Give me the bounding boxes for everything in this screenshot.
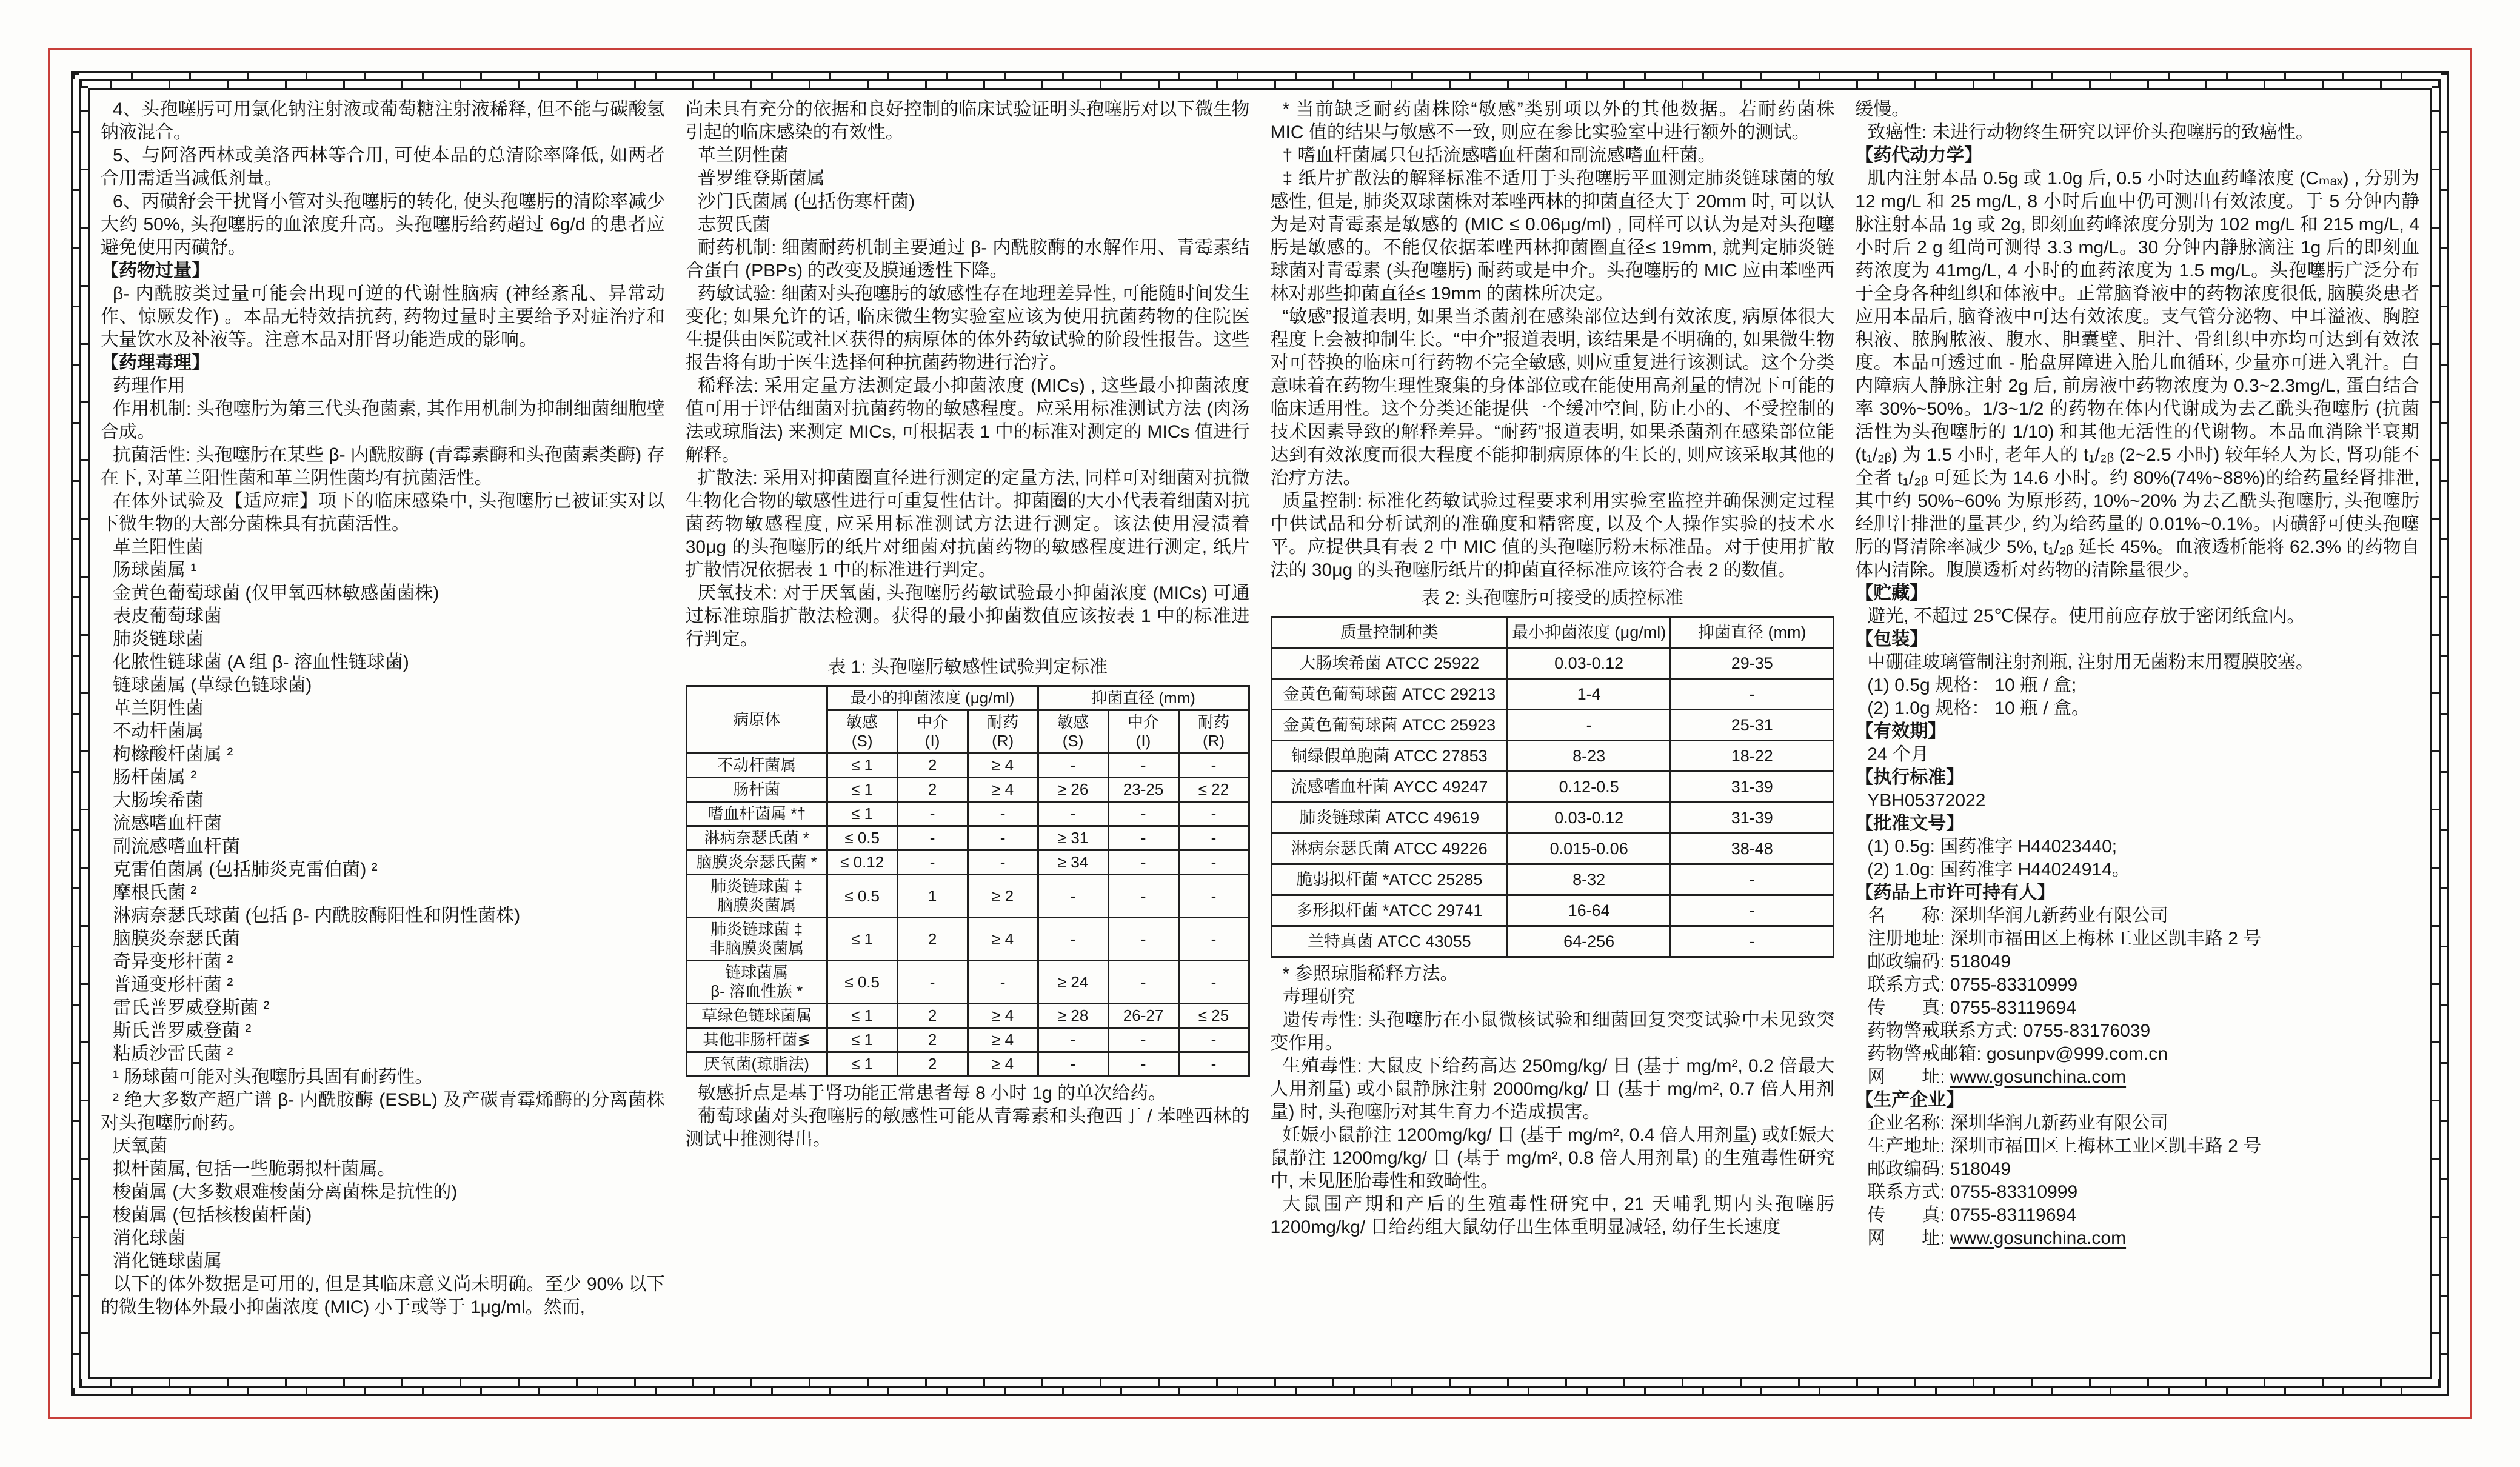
table-cell: ≤ 22 [1178, 778, 1249, 802]
table-cell: - [1508, 710, 1671, 741]
table-header-row [1271, 617, 1834, 648]
paragraph: 致癌性: 未进行动物终生研究以评价头孢噻肟的致癌性。 [1867, 122, 2314, 142]
table-row [686, 802, 1249, 826]
table-cell: 2 [897, 1004, 968, 1028]
column-subheader: 耐药 (R) [968, 710, 1038, 754]
table-cell: 25-31 [1671, 710, 1834, 741]
table-row [1271, 679, 1834, 710]
paragraph: 枸橼酸杆菌属 ² [113, 744, 233, 764]
table-row [686, 875, 1249, 918]
paragraph: (2) 1.0g 规格： 10 瓶 / 盒。 [1867, 698, 2090, 718]
table-cell: - [897, 826, 968, 850]
paragraph: (1) 0.5g: 国药准字 H44023440; [1867, 837, 2117, 857]
table-cell: 23-25 [1108, 778, 1178, 802]
paragraph: “敏感”报道表明, 如果当杀菌剂在感染部位达到有效浓度, 病原体很大程度上会被抑制生长。“中介”报道表明, 该结果是不明确的, 如果微生物对可替换的临床可行药物不完全敏感, 则应重复进行该测试。这个分类意味着在药物生理性聚集的身体部位或在能使用高剂量的情况下可能的临床适用性。这个分类还能提供一个缓冲空间, 防止小的、不受控制的技术因素导致的解释差异。“耐药”报道表明, 如果杀菌剂在感染部位能达到有效浓度而很大程度不能抑制病原体的生长的, 则应该采取其他的治疗方法。 [1270, 307, 1835, 488]
paragraph: YBH05372022 [1867, 790, 1986, 810]
table-cell: - [1108, 961, 1178, 1004]
website-url: www.gosunchina.com [1950, 1228, 2127, 1248]
table-cell: - [1108, 1052, 1178, 1077]
table-cell: 31-39 [1671, 803, 1834, 834]
section-heading: 【有效期】 [1855, 721, 1947, 741]
table-cell: - [1178, 918, 1249, 961]
table-cell: ≥ 26 [1038, 778, 1108, 802]
table-row [1271, 803, 1834, 834]
paragraph: 脑膜炎奈瑟氏菌 [113, 929, 240, 949]
column-1 [101, 98, 665, 1369]
paragraph: 金黄色葡萄球菌 (仅甲氧西林敏感菌菌株) [113, 583, 439, 603]
paragraph: 注册地址: 深圳市福田区上梅林工业区凯丰路 2 号 [1867, 929, 2262, 949]
paragraph: 耐药机制: 细菌耐药机制主要通过 β- 内酰胺酶的水解作用、青霉素结合蛋白 (PBPs) 的改变及膜通透性下降。 [685, 238, 1250, 281]
paragraph: 在体外试验及【适应症】项下的临床感染中, 头孢噻肟已被证实对以下微生物的大部分菌株具有抗菌活性。 [101, 491, 665, 534]
section-heading: 【药品上市许可持有人】 [1855, 883, 2056, 903]
paragraph: 化脓性链球菌 (A 组 β- 溶血性链球菌) [113, 652, 409, 672]
table-row [1271, 926, 1834, 957]
paragraph: 流感嗜血杆菌 [113, 814, 222, 834]
paragraph: 药敏试验: 细菌对头孢噻肟的敏感性存在地理差异性, 可能随时间发生变化; 如果允许的话, 临床微生物实验室应该为使用抗菌药物的住院医生提供由医院或社区获得的病原体的体外药敏试验的阶段性报告。这些报告将有助于医生选择何种抗菌药物进行治疗。 [685, 284, 1250, 373]
table-cell: ≤ 1 [827, 754, 897, 778]
paragraph: 淋病奈瑟氏球菌 (包括 β- 内酰胺酶阳性和阴性菌株) [113, 906, 521, 926]
column-header: 最小抑菌浓度 (μg/ml) [1508, 617, 1671, 648]
paragraph: 革兰阳性菌 [113, 537, 204, 557]
table-cell: 38-48 [1671, 834, 1834, 864]
column-header: 抑菌直径 (mm) [1671, 617, 1834, 648]
section-heading: 【批准文号】 [1855, 814, 1965, 834]
table-cell: 2 [897, 1028, 968, 1052]
paragraph: 传 真: 0755-83119694 [1867, 998, 2076, 1018]
table-cell: 8-32 [1508, 864, 1671, 895]
section-heading: 【药物过量】 [101, 261, 210, 281]
table-cell: - [1108, 850, 1178, 875]
paragraph: 邮政编码: 518049 [1867, 1159, 2011, 1179]
paragraph: 24 个月 [1867, 744, 1929, 764]
table-cell: 64-256 [1508, 926, 1671, 957]
paragraph: 5、与阿洛西林或美洛西林等合用, 可使本品的总清除率降低, 如两者合用需适当减低剂量。 [101, 145, 665, 189]
table-cell: - [1178, 826, 1249, 850]
table-cell: ≤ 1 [827, 778, 897, 802]
paragraph: 质量控制: 标准化药敏试验过程要求利用实验室监控并确保测定过程中供试品和分析试剂的准确度和精密度, 以及个人操作实验的技术水平。应提供具有表 2 中 MIC 值的头孢噻肟粉末标准品。对于使用扩散法的 30μg 的头孢噻肟纸片的抑菌直径标准应该符合表 2 的数值。 [1270, 491, 1835, 580]
column-header-mic-group: 最小的抑菌浓度 (μg/ml) [827, 686, 1038, 710]
brick-frame-outer [71, 71, 2449, 1396]
paragraph: 沙门氏菌属 (包括伤寒杆菌) [697, 192, 915, 212]
paragraph: 拟杆菌属, 包括一些脆弱拟杆菌属。 [113, 1159, 396, 1179]
document-body [90, 90, 2430, 1377]
table-cell: 8-23 [1508, 741, 1671, 772]
column-3 [1271, 98, 1835, 1369]
paragraph: 4、头孢噻肟可用氯化钠注射液或葡萄糖注射液稀释, 但不能与碳酸氢钠液混合。 [101, 99, 665, 142]
paragraph: 药物警戒邮箱: gosunpv@999.com.cn [1867, 1044, 2168, 1064]
paragraph: 不动杆菌属 [113, 721, 204, 741]
table-cell: 1-4 [1508, 679, 1671, 710]
table-cell: 兰特真菌 ATCC 43055 [1271, 926, 1508, 957]
table-cell-pathogen: 草绿色链球菌属 [686, 1004, 827, 1028]
table-row [686, 918, 1249, 961]
paragraph: 志贺氏菌 [697, 215, 770, 235]
section-heading: 【贮藏】 [1855, 583, 1928, 603]
frame-tick-pattern [81, 81, 2439, 88]
column-header-pathogen: 病原体 [686, 686, 827, 754]
table-cell: ≤ 1 [827, 918, 897, 961]
paragraph: 扩散法: 采用对抑菌圈直径进行测定的定量方法, 同样可对细菌对抗微生物化合物的敏感性进行可重复性估计。抑菌圈的大小代表着细菌对抗菌药物敏感程度, 应采用标准测试方法进行测定。该法使用浸渍着 30μg 的头孢噻肟的纸片对细菌对抗菌药物的敏感程度进行测定, 纸片扩散情况依据表 1 中的标准进行判定。 [685, 468, 1250, 580]
table-cell: ≤ 25 [1178, 1004, 1249, 1028]
paragraph: 肠球菌属 ¹ [113, 560, 197, 580]
table-row [686, 1004, 1249, 1028]
paragraph: 遗传毒性: 头孢噻肟在小鼠微核试验和细菌回复突变试验中未见致突变作用。 [1270, 1010, 1835, 1053]
paragraph: 大肠埃希菌 [113, 790, 204, 810]
column-4 [1855, 98, 2419, 1369]
susceptibility-criteria-table [686, 685, 1250, 1077]
table-title: 表 1: 头孢噻肟敏感性试验判定标准 [827, 657, 1108, 677]
paragraph: 厌氧菌 [113, 1136, 167, 1156]
paragraph: 生殖毒性: 大鼠皮下给药高达 250mg/kg/ 日 (基于 mg/m², 0.2 倍最大人用剂量) 或小鼠静脉注射 2000mg/kg/ 日 (基于 mg/m², 0.7 倍人用剂量) 时, 头孢噻肟对其生育力不造成损害。 [1270, 1056, 1835, 1122]
table-cell: 2 [897, 918, 968, 961]
paragraph: * 当前缺乏耐药菌株除“敏感”类别项以外的其他数据。若耐药菌株 MIC 值的结果与敏感不一致, 则应在参比实验室中进行额外的测试。 [1270, 99, 1835, 142]
table-cell: - [1108, 918, 1178, 961]
paragraph: † 嗜血杆菌属只包括流感嗜血杆菌和副流感嗜血杆菌。 [1282, 145, 1716, 165]
table-row [1271, 741, 1834, 772]
paragraph: 摩根氏菌 ² [113, 883, 197, 903]
paragraph: 名 称: 深圳华润九新药业有限公司 [1867, 906, 2168, 926]
table-cell: ≥ 31 [1038, 826, 1108, 850]
table-cell: 0.03-0.12 [1508, 648, 1671, 679]
table-cell: - [1038, 754, 1108, 778]
table-cell-pathogen: 肠杆菌 [686, 778, 827, 802]
paragraph: 邮政编码: 518049 [1867, 952, 2011, 972]
paragraph: 敏感折点是基于肾功能正常患者每 8 小时 1g 的单次给药。 [697, 1083, 1167, 1103]
table-cell: 2 [897, 1052, 968, 1077]
table-cell: ≥ 4 [968, 754, 1038, 778]
column-subheader: 耐药 (R) [1178, 710, 1249, 754]
paragraph: 消化球菌 [113, 1228, 185, 1248]
table-cell-pathogen: 厌氧菌(琼脂法) [686, 1052, 827, 1077]
table-cell: ≥ 4 [968, 1028, 1038, 1052]
table-cell: 脆弱拟杆菌 *ATCC 25285 [1271, 864, 1508, 895]
paragraph: 厌氧技术: 对于厌氧菌, 头孢噻肟药敏试验最小抑菌浓度 (MICs) 可通过标准琼脂扩散法检测。获得的最小抑菌数值应该按表 1 中的标准进行判定。 [685, 583, 1250, 649]
paragraph: 药理作用 [113, 376, 185, 396]
table-row [686, 850, 1249, 875]
table-cell-pathogen: 淋病奈瑟氏菌 * [686, 826, 827, 850]
table-cell: 肺炎链球菌 ATCC 49619 [1271, 803, 1508, 834]
table-row [686, 778, 1249, 802]
section-heading: 【包装】 [1855, 629, 1928, 649]
table-row [686, 1052, 1249, 1077]
table-cell: ≤ 1 [827, 1004, 897, 1028]
table-cell-pathogen: 其他非肠杆菌≶ [686, 1028, 827, 1052]
paragraph: 肌内注射本品 0.5g 或 1.0g 后, 0.5 小时达血药峰浓度 (Cₘₐₓ) , 分别为 12 mg/L 和 25 mg/L, 8 小时后血中仍可测出有效浓度。于 5 分钟内静脉注射本品 1g 或 2g, 即刻血药峰浓度分别为 102 mg/L 和 215 mg/L, 4 小时后 2 g 组尚可测得 3.3 mg/L。30 分钟内静脉滴注 1g 后的即刻血药浓度为 41mg/L, 4 小时的血药浓度为 1.5 mg/L。头孢噻肟广泛分布于全身各种组织和体液中。正常脑脊液中的药物浓度很低, 脑膜炎患者应用本品后, 脑脊液中可达有效浓度。支气管分泌物、中耳溢液、胸腔积液、脓胸脓液、腹水、胆囊壁、胆汁、骨组织中亦均可达到有效浓度。本品可透过血 - 胎盘屏障进入胎儿血循环, 少量亦可进入乳汁。白内障病人静脉注射 2g 后, 前房液中药物浓度为 0.3~2.3mg/L, 蛋白结合率 30%~50%。1/3~1/2 的药物在体内代谢成为去乙酰头孢噻肟 (抗菌活性为头孢噻肟的 1/10) 和其他无活性的代谢物。本品血消除半衰期 (t₁/₂ᵦ) 为 1.5 小时, 老年人的 t₁/₂ᵦ (2~2.5 小时) 较年轻人为长, 肾功能不全者 t₁/₂ᵦ 可延长为 14.6 小时。约 80%(74%~88%)的给药量经肾排泄,其中约 50%~60% 为原形药, 10%~20% 为去乙酰头孢噻肟, 头孢噻肟经胆汁排泄的量甚少, 约为给药量的 0.01%~0.1%。丙磺舒可使头孢噻肟的肾清除率减少 5%, t₁/₂ᵦ 延长 45%。血液透析能将 62.3% 的药物自体内清除。腹膜透析对药物的清除量很少。 [1855, 169, 2419, 580]
table-cell: - [897, 802, 968, 826]
table-cell: - [1108, 875, 1178, 918]
table-cell: - [1038, 1028, 1108, 1052]
table-cell: 29-35 [1671, 648, 1834, 679]
table-cell: - [1178, 1028, 1249, 1052]
paragraph: 作用机制: 头孢噻肟为第三代头孢菌素, 其作用机制为抑制细菌细胞壁合成。 [101, 399, 665, 442]
column-header-zone-group: 抑菌直径 (mm) [1038, 686, 1249, 710]
column-subheader: 敏感 (S) [827, 710, 897, 754]
table-cell: ≤ 1 [827, 802, 897, 826]
paragraph: 药物警戒联系方式: 0755-83176039 [1867, 1021, 2151, 1041]
table-cell-pathogen: 嗜血杆菌属 *† [686, 802, 827, 826]
table-cell: - [968, 850, 1038, 875]
section-heading: 【生产企业】 [1855, 1090, 1965, 1110]
paragraph: 生产地址: 深圳市福田区上梅林工业区凯丰路 2 号 [1867, 1136, 2262, 1156]
table-cell: 2 [897, 778, 968, 802]
table-cell: 大肠埃希菌 ATCC 25922 [1271, 648, 1508, 679]
table-title: 表 2: 头孢噻肟可接受的质控标准 [1422, 588, 1683, 608]
table-cell: ≥ 2 [968, 875, 1038, 918]
table-cell: - [968, 802, 1038, 826]
paragraph: 粘质沙雷氏菌 ² [113, 1044, 233, 1064]
paragraph: ² 绝大多数产超广谱 β- 内酰胺酶 (ESBL) 及产碳青霉烯酶的分离菌株对头孢噻肟耐药。 [101, 1090, 665, 1133]
table-cell: - [897, 961, 968, 1004]
table-row [686, 754, 1249, 778]
paragraph-continuation: 缓慢。 [1855, 99, 1910, 119]
paragraph: ¹ 肠球菌可能对头孢噻肟具固有耐药性。 [113, 1067, 433, 1087]
paragraph: 梭菌属 (包括核梭菌杆菌) [113, 1205, 312, 1225]
paragraph: 传 真: 0755-83119694 [1867, 1205, 2076, 1225]
table-cell: - [1178, 961, 1249, 1004]
column-subheader: 敏感 (S) [1038, 710, 1108, 754]
paragraph: (1) 0.5g 规格： 10 瓶 / 盒; [1867, 675, 2077, 695]
table-cell-pathogen: 不动杆菌属 [686, 754, 827, 778]
table-cell: ≥ 24 [1038, 961, 1108, 1004]
brick-frame-middle [79, 79, 2441, 1388]
paragraph-continuation: 尚未具有充分的依据和良好控制的临床试验证明头孢噻肟对以下微生物引起的临床感染的有效性。 [685, 99, 1250, 142]
frame-tick-pattern [73, 73, 79, 1394]
paragraph: 克雷伯菌属 (包括肺炎克雷伯菌) ² [113, 860, 378, 880]
paragraph: 大鼠围产期和产后的生殖毒性研究中, 21 天哺乳期内头孢噻肟 1200mg/kg/ 日给药组大鼠幼仔出生体重明显减轻, 幼仔生长速度 [1270, 1194, 1835, 1237]
paragraph: 联系方式: 0755-83310999 [1867, 1182, 2078, 1202]
table-cell: - [1671, 864, 1834, 895]
frame-tick-pattern [2441, 73, 2447, 1394]
website-url: www.gosunchina.com [1950, 1067, 2127, 1087]
paragraph: 以下的体外数据是可用的, 但是其临床意义尚未明确。至少 90% 以下的微生物体外最小抑菌浓度 (MIC) 小于或等于 1μg/ml。然而, [101, 1274, 665, 1317]
paragraph: 妊娠小鼠静注 1200mg/kg/ 日 (基于 mg/m², 0.4 倍人用剂量) 或妊娠大鼠静注 1200mg/kg/ 日 (基于 mg/m², 0.8 倍人用剂量) 的生殖毒性研究中, 未见胚胎毒性和致畸性。 [1270, 1125, 1835, 1191]
table-cell: - [1108, 1028, 1178, 1052]
paragraph: 毒理研究 [1282, 987, 1355, 1007]
table-cell: 0.12-0.5 [1508, 772, 1671, 803]
paragraph: 斯氏普罗威登菌 ² [113, 1021, 252, 1041]
paragraph: 革兰阴性菌 [113, 698, 204, 718]
frame-tick-pattern [2432, 81, 2439, 1386]
paragraph: 网 址: www.gosunchina.com [1867, 1228, 2127, 1248]
paragraph: ‡ 纸片扩散法的解释标准不适用于头孢噻肟平皿测定肺炎链球菌的敏感性, 但是, 肺炎双球菌株对苯唑西林的抑菌直径大于 20mm 时, 可以认为是对青霉素是敏感的 (MIC ≤ 0.06μg/ml) , 同样可以认为是对头孢噻肟是敏感的。不能仅依据苯唑西林抑菌圈直径≤ 19mm, 就判定肺炎链球菌对青霉素 (头孢噻肟) 耐药或是中介。头孢噻肟的 MIC 应由苯唑西林对那些抑菌直径≤ 19mm 的菌株所决定。 [1270, 169, 1835, 304]
table-cell: - [1038, 1052, 1108, 1077]
table-cell: ≥ 4 [968, 1004, 1038, 1028]
table-cell: ≤ 0.5 [827, 875, 897, 918]
table-cell: 16-64 [1508, 895, 1671, 926]
paragraph: 革兰阴性菌 [697, 145, 789, 165]
paragraph: 普罗维登斯菌属 [697, 169, 825, 189]
section-heading: 【药理毒理】 [101, 353, 210, 373]
paragraph: 表皮葡萄球菌 [113, 606, 222, 626]
paragraph: 企业名称: 深圳华润九新药业有限公司 [1867, 1113, 2168, 1133]
table-row [686, 1028, 1249, 1052]
table-cell: 2 [897, 754, 968, 778]
table-cell: 1 [897, 875, 968, 918]
paragraph: * 参照琼脂稀释方法。 [1282, 964, 1459, 984]
quality-control-table [1271, 616, 1835, 958]
paragraph: 肺炎链球菌 [113, 629, 204, 649]
paragraph: 葡萄球菌对头孢噻肟的敏感性可能从青霉素和头孢西丁 / 苯唑西林的测试中推测得出。 [685, 1106, 1250, 1149]
table-cell: - [1178, 875, 1249, 918]
table-cell: - [1178, 850, 1249, 875]
table-cell: ≥ 34 [1038, 850, 1108, 875]
frame-tick-pattern [81, 1379, 2439, 1386]
table-cell: - [1038, 918, 1108, 961]
paragraph: 奇异变形杆菌 ² [113, 952, 233, 972]
frame-tick-pattern [81, 81, 88, 1386]
table-cell: - [1671, 679, 1834, 710]
table-cell: - [1108, 754, 1178, 778]
table-header-row [686, 686, 1249, 710]
table-cell: ≤ 1 [827, 1052, 897, 1077]
paragraph: 抗菌活性: 头孢噻肟在某些 β- 内酰胺酶 (青霉素酶和头孢菌素类酶) 存在下, 对革兰阳性菌和革兰阴性菌均有抗菌活性。 [101, 445, 665, 488]
table-cell: - [1178, 754, 1249, 778]
paragraph: 消化链球菌属 [113, 1251, 222, 1271]
table-cell: - [968, 961, 1038, 1004]
table-cell: ≤ 0.5 [827, 826, 897, 850]
column-subheader: 中介 (I) [897, 710, 968, 754]
table-row [1271, 834, 1834, 864]
table-cell: ≥ 28 [1038, 1004, 1108, 1028]
paragraph: 链球菌属 (草绿色链球菌) [113, 675, 312, 695]
paragraph: β- 内酰胺类过量可能会出现可逆的代谢性脑病 (神经紊乱、异常动作、惊厥发作) 。本品无特效拮抗药, 药物过量时主要给予对症治疗和大量饮水及补液等。注意本品对肝肾功能造成的影响。 [101, 284, 665, 350]
paragraph: 普通变形杆菌 ² [113, 975, 233, 995]
paragraph: 中硼硅玻璃管制注射剂瓶, 注射用无菌粉末用覆膜胶塞。 [1867, 652, 2314, 672]
table-cell: - [968, 826, 1038, 850]
table-cell: - [1038, 802, 1108, 826]
table-row [1271, 710, 1834, 741]
table-cell: 18-22 [1671, 741, 1834, 772]
table-cell: - [1108, 802, 1178, 826]
frame-tick-pattern [73, 73, 2447, 79]
table-cell-pathogen: 肺炎链球菌 ‡ 非脑膜炎菌属 [686, 918, 827, 961]
table-cell: ≥ 4 [968, 778, 1038, 802]
paragraph: 网 址: www.gosunchina.com [1867, 1067, 2127, 1087]
paragraph: 稀释法: 采用定量方法测定最小抑菌浓度 (MICs) , 这些最小抑菌浓度值可用于评估细菌对抗菌药物的敏感程度。应采用标准测试方法 (肉汤法或琼脂法) 来测定 MICs, 可根据表 1 中的标准对测定的 MICs 值进行解释。 [685, 376, 1250, 465]
table-cell: ≤ 0.12 [827, 850, 897, 875]
table-row [686, 826, 1249, 850]
table-cell-pathogen: 脑膜炎奈瑟氏菌 * [686, 850, 827, 875]
paragraph: 梭菌属 (大多数艰难梭菌分离菌株是抗性的) [113, 1182, 458, 1202]
table-cell: ≤ 1 [827, 1028, 897, 1052]
table-cell: 多形拟杆菌 *ATCC 29741 [1271, 895, 1508, 926]
table-cell: - [1671, 926, 1834, 957]
table-row [1271, 648, 1834, 679]
table-cell-pathogen: 肺炎链球菌 ‡ 脑膜炎菌属 [686, 875, 827, 918]
column-header: 质量控制种类 [1271, 617, 1508, 648]
table-cell: - [1038, 875, 1108, 918]
table-row [1271, 772, 1834, 803]
table-cell: 0.03-0.12 [1508, 803, 1671, 834]
table-cell: ≥ 4 [968, 918, 1038, 961]
table-cell: - [1671, 895, 1834, 926]
table-cell: - [1178, 802, 1249, 826]
paragraph: 雷氏普罗威登斯菌 ² [113, 998, 270, 1018]
column-subheader: 中介 (I) [1108, 710, 1178, 754]
paragraph: 肠杆菌属 ² [113, 767, 197, 787]
column-2 [686, 98, 1250, 1369]
table-cell: 金黄色葡萄球菌 ATCC 29213 [1271, 679, 1508, 710]
paragraph: 联系方式: 0755-83310999 [1867, 975, 2078, 995]
table-cell: - [897, 850, 968, 875]
table-row [1271, 864, 1834, 895]
table-cell: 0.015-0.06 [1508, 834, 1671, 864]
table-cell: 31-39 [1671, 772, 1834, 803]
table-cell: ≤ 0.5 [827, 961, 897, 1004]
table-row [1271, 895, 1834, 926]
paragraph: (2) 1.0g: 国药准字 H44024914。 [1867, 860, 2130, 880]
table-cell: ≥ 4 [968, 1052, 1038, 1077]
section-heading: 【药代动力学】 [1855, 145, 1983, 165]
frame-tick-pattern [73, 1388, 2447, 1394]
paragraph: 6、丙磺舒会干扰肾小管对头孢噻肟的转化, 使头孢噻肟的清除率减少大约 50%, 头孢噻肟的血浓度升高。头孢噻肟给药超过 6g/d 的患者应避免使用丙磺舒。 [101, 192, 665, 258]
paragraph: 避光, 不超过 25℃保存。使用前应存放于密闭纸盒内。 [1867, 606, 2305, 626]
paragraph: 副流感嗜血杆菌 [113, 837, 240, 857]
table-cell: 金黄色葡萄球菌 ATCC 25923 [1271, 710, 1508, 741]
table-cell: 流感嗜血杆菌 AYCC 49247 [1271, 772, 1508, 803]
table-cell: - [1108, 826, 1178, 850]
table-cell: 铜绿假单胞菌 ATCC 27853 [1271, 741, 1508, 772]
table-cell: 26-27 [1108, 1004, 1178, 1028]
content-frame [88, 88, 2432, 1379]
table-cell-pathogen: 链球菌属 β- 溶血性族 * [686, 961, 827, 1004]
table-cell: 淋病奈瑟氏菌 ATCC 49226 [1271, 834, 1508, 864]
table-row [686, 961, 1249, 1004]
table-cell: - [1178, 1052, 1249, 1077]
section-heading: 【执行标准】 [1855, 767, 1965, 787]
